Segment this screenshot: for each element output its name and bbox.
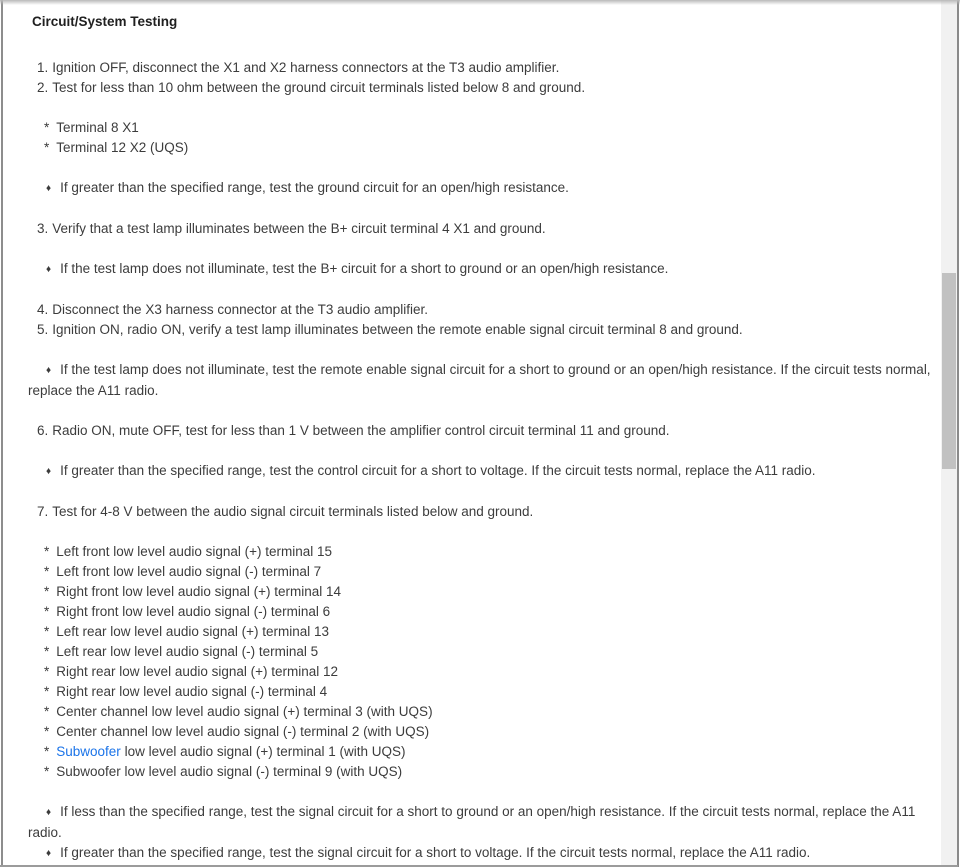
page-left-border xyxy=(1,0,3,867)
document-content xyxy=(3,0,941,867)
step-group xyxy=(28,58,941,98)
line-text: If less than the specified range, test the signal circuit for a short to ground or an open/high resistance. If the circuit tests normal, replace the A11 radio. xyxy=(28,804,916,840)
step-line xyxy=(28,320,941,340)
terminal-list-item xyxy=(28,762,941,782)
step-number: 2. xyxy=(37,80,49,95)
action-note-item xyxy=(28,461,941,482)
diamond-bullet-icon: ♦ xyxy=(46,183,52,194)
line-text: Disconnect the X3 harness connector at the T3 audio amplifier. xyxy=(52,302,428,317)
line-text: Test for 4-8 V between the audio signal circuit terminals listed below and ground. xyxy=(52,504,534,519)
step-group xyxy=(28,118,941,158)
diamond-bullet-icon: ♦ xyxy=(46,848,52,859)
asterisk-bullet-icon: * xyxy=(44,644,50,659)
terminal-list-item xyxy=(28,702,941,722)
line-text: Left rear low level audio signal (-) terminal 5 xyxy=(56,644,319,659)
step-group xyxy=(28,360,941,401)
line-text: Test for less than 10 ohm between the ground circuit terminals listed below 8 and ground. xyxy=(52,80,586,95)
line-text: Left rear low level audio signal (+) terminal 13 xyxy=(56,624,330,639)
step-line xyxy=(28,58,941,78)
line-text: Left front low level audio signal (+) terminal 15 xyxy=(56,544,333,559)
terminal-list-item xyxy=(28,118,941,138)
page-right-border xyxy=(957,0,959,867)
line-text: Ignition ON, radio ON, verify a test lamp illuminates between the remote enable signal circuit terminal 8 and ground. xyxy=(52,322,743,337)
action-note-item xyxy=(28,259,941,280)
line-text: Terminal 8 X1 xyxy=(56,120,139,135)
line-text: If the test lamp does not illuminate, test the B+ circuit for a short to ground or an open/high resistance. xyxy=(60,261,669,276)
line-text: If the test lamp does not illuminate, test the remote enable signal circuit for a short to ground or an open/high resistance. If the circuit tests normal, replace the A11 radio. xyxy=(28,362,931,398)
terminal-list-item xyxy=(28,642,941,662)
step-group xyxy=(28,178,941,199)
step-number: 1. xyxy=(37,60,49,75)
line-text: low level audio signal (+) terminal 1 (with UQS) xyxy=(120,744,406,759)
line-text: Right rear low level audio signal (-) terminal 4 xyxy=(56,684,328,699)
step-number: 3. xyxy=(37,221,49,236)
step-group xyxy=(28,421,941,441)
subwoofer-link[interactable]: Subwoofer xyxy=(56,744,121,759)
line-text: Left front low level audio signal (-) terminal 7 xyxy=(56,564,322,579)
step-line xyxy=(28,219,941,239)
step-group xyxy=(28,502,941,522)
action-note-item xyxy=(28,360,941,401)
diamond-bullet-icon: ♦ xyxy=(46,466,52,477)
line-text: If greater than the specified range, test the signal circuit for a short to voltage. If the circuit tests normal, replace the A11 radio. xyxy=(60,845,811,860)
asterisk-bullet-icon: * xyxy=(44,684,50,699)
line-text: Terminal 12 X2 (UQS) xyxy=(56,140,189,155)
line-text: Radio ON, mute OFF, test for less than 1 V between the amplifier control circuit terminal 11 and ground. xyxy=(52,423,670,438)
step-group xyxy=(28,542,941,782)
asterisk-bullet-icon: * xyxy=(44,564,50,579)
action-note-item xyxy=(28,178,941,199)
step-group xyxy=(28,259,941,280)
line-text: Right rear low level audio signal (+) terminal 12 xyxy=(56,664,339,679)
step-group xyxy=(28,300,941,340)
diamond-bullet-icon: ♦ xyxy=(46,264,52,275)
line-text: Center channel low level audio signal (-) terminal 2 (with UQS) xyxy=(56,724,430,739)
line-text: Center channel low level audio signal (+) terminal 3 (with UQS) xyxy=(56,704,433,719)
asterisk-bullet-icon: * xyxy=(44,764,50,779)
step-group xyxy=(28,219,941,239)
step-line xyxy=(28,502,941,522)
step-number: 7. xyxy=(37,504,49,519)
line-text: Subwoofer low level audio signal (-) terminal 9 (with UQS) xyxy=(56,764,403,779)
asterisk-bullet-icon: * xyxy=(44,704,50,719)
step-number: 4. xyxy=(37,302,49,317)
terminal-list-item xyxy=(28,622,941,642)
asterisk-bullet-icon: * xyxy=(44,744,50,759)
line-text: Ignition OFF, disconnect the X1 and X2 harness connectors at the T3 audio amplifier. xyxy=(52,60,560,75)
step-line xyxy=(28,421,941,441)
step-line xyxy=(28,78,941,98)
vertical-scrollbar-thumb[interactable] xyxy=(942,273,956,469)
asterisk-bullet-icon: * xyxy=(44,624,50,639)
line-text: Verify that a test lamp illuminates between the B+ circuit terminal 4 X1 and ground. xyxy=(52,221,546,236)
asterisk-bullet-icon: * xyxy=(44,604,50,619)
line-text: Right front low level audio signal (-) terminal 6 xyxy=(56,604,331,619)
diamond-bullet-icon: ♦ xyxy=(46,807,52,818)
terminal-list-item xyxy=(28,662,941,682)
terminal-list-item xyxy=(28,722,941,742)
action-note-item xyxy=(28,802,941,843)
vertical-scrollbar-track[interactable] xyxy=(941,0,957,867)
line-text: Right front low level audio signal (+) terminal 14 xyxy=(56,584,342,599)
asterisk-bullet-icon: * xyxy=(44,664,50,679)
step-number: 6. xyxy=(37,423,49,438)
line-text: If greater than the specified range, test the control circuit for a short to voltage. If the circuit tests normal, replace the A11 radio. xyxy=(60,463,816,478)
terminal-list-item xyxy=(28,582,941,602)
step-line xyxy=(28,300,941,320)
terminal-list-item xyxy=(28,682,941,702)
page-title: Circuit/System Testing xyxy=(32,14,178,29)
terminal-list-item xyxy=(28,602,941,622)
line-text: If greater than the specified range, test the ground circuit for an open/high resistance. xyxy=(60,180,569,195)
terminal-list-item xyxy=(28,562,941,582)
asterisk-bullet-icon: * xyxy=(44,140,50,155)
terminal-list-item xyxy=(28,742,941,762)
asterisk-bullet-icon: * xyxy=(44,724,50,739)
action-note-item xyxy=(28,843,941,864)
step-group xyxy=(28,461,941,482)
asterisk-bullet-icon: * xyxy=(44,544,50,559)
terminal-list-item xyxy=(28,138,941,158)
asterisk-bullet-icon: * xyxy=(44,120,50,135)
terminal-list-item xyxy=(28,542,941,562)
asterisk-bullet-icon: * xyxy=(44,584,50,599)
testing-steps xyxy=(28,58,941,864)
step-group xyxy=(28,802,941,864)
diamond-bullet-icon: ♦ xyxy=(46,365,52,376)
top-shadow-gradient xyxy=(0,0,960,5)
step-number: 5. xyxy=(37,322,49,337)
